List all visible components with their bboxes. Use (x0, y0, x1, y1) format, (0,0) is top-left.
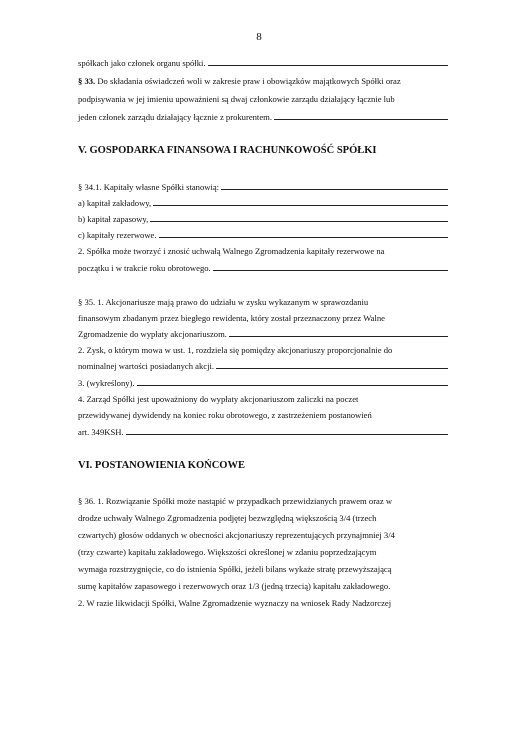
text-line (78, 359, 448, 373)
line-text: sumę kapitałów zapasowego i rezerwowych oraz 1/3 (jedną trzecią) kapitału zakładowego. (78, 581, 391, 591)
fill-rule (208, 65, 448, 66)
text-line (78, 110, 448, 124)
fill-rule (153, 205, 448, 206)
text-line (78, 545, 448, 559)
line-text: 4. Zarząd Spółki jest upoważniony do wypłaty akcjonariuszom zaliczki na poczet (78, 394, 359, 404)
paragraph-number: § 33. (78, 76, 96, 86)
text-line (78, 392, 448, 406)
text-line (78, 56, 448, 70)
line-text: spółkach jako członek organu spółki. (78, 58, 206, 68)
line-text: początku i w trakcie roku obrotowego. (78, 263, 211, 273)
text-line (78, 311, 448, 325)
fill-rule (150, 221, 448, 222)
text-line (78, 376, 448, 390)
fill-rule (216, 368, 448, 369)
text-line (78, 327, 448, 341)
line-text: § 35. 1. Akcjonariusze mają prawo do udziału w zysku wykazanym w sprawozdaniu (78, 297, 369, 307)
text-line (78, 562, 448, 576)
line-text: finansowym zbadanym przez biegłego rewidenta, który został przeznaczony przez Walne (78, 313, 385, 323)
line-text: przewidywanej dywidendy na koniec roku obrotowego, z zastrzeżeniem postanowień (78, 410, 372, 420)
section-heading-vi: VI. POSTANOWIENIA KOŃCOWE (78, 460, 245, 471)
text-line (78, 74, 448, 88)
line-text: Zgromadzenie do wypłaty akcjonariuszom. (78, 329, 227, 339)
fill-rule (159, 237, 449, 238)
text-line (78, 261, 448, 275)
text-line (78, 579, 448, 593)
line-text: nominalnej wartości posiadanych akcji. (78, 361, 215, 371)
line-text: drodze uchwały Walnego Zgromadzenia podjętej bezwzględną większością 3/4 (trzech (78, 513, 377, 523)
section-heading-v: V. GOSPODARKA FINANSOWA I RACHUNKOWOŚĆ SPÓŁKI (78, 145, 377, 156)
text-line (78, 408, 448, 422)
line-text: (trzy czwarte) kapitału zakładowego. Większości określonej w zdaniu poprzedzającym (78, 547, 377, 557)
line-text: § 36. 1. Rozwiązanie Spółki może nastąpić w przypadkach przewidzianych prawem oraz w (78, 496, 393, 506)
text-line (78, 244, 448, 258)
page-number: 8 (256, 31, 262, 43)
text-line (78, 295, 448, 309)
line-text: c) kapitały rezerwowe. (78, 230, 157, 240)
fill-rule (221, 189, 448, 190)
text-line (78, 528, 448, 542)
fill-rule (126, 434, 448, 435)
line-text: jeden członek zarządu działający łącznie z prokurentem. (78, 112, 272, 122)
line-text: § 34.1. Kapitały własne Spółki stanowią: (78, 182, 220, 192)
line-text: wymaga rozstrzygnięcie, co do istnienia Spółki, jeżeli bilans wykaże stratę przewyższającą (78, 564, 392, 574)
text-line (78, 196, 448, 210)
line-text: art. 349KSH. (78, 427, 124, 437)
line-text: 2. W razie likwidacji Spółki, Walne Zgromadzenie wyznaczy na wniosek Rady Nadzorczej (78, 598, 392, 608)
text-line (78, 92, 448, 106)
line-text: czwartych) głosów oddanych w obecności akcjonariuszy reprezentujących przynajmniej 3/4 (78, 530, 395, 540)
text-line (78, 228, 448, 242)
line-text: 2. Spółka może tworzyć i znosić uchwałą Walnego Zgromadzenia kapitały rezerwowe na (78, 246, 385, 256)
text-line (78, 343, 448, 357)
text-line (78, 596, 448, 610)
text-line (78, 511, 448, 525)
line-text: 2. Zysk, o którym mowa w ust. 1, rozdziela się pomiędzy akcjonariuszy proporcjonalnie do (78, 345, 393, 355)
line-text: a) kapitał zakładowy, (78, 198, 152, 208)
fill-rule (274, 119, 448, 120)
fill-rule (213, 270, 448, 271)
line-text: 3. (wykreślony). (78, 378, 135, 388)
text-line (78, 212, 448, 226)
text-line (78, 494, 448, 508)
line-text: podpisywania w jej imieniu upoważnieni są dwaj członkowie zarządu działający łącznie lub (78, 94, 395, 104)
line-text: § 33. Do składania oświadczeń woli w zakresie praw i obowiązków majątkowych Spółki oraz (78, 76, 401, 86)
line-text: b) kapitał zapasowy, (78, 214, 149, 224)
text-line (78, 425, 448, 439)
text-line (78, 180, 448, 194)
fill-rule (229, 336, 448, 337)
fill-rule (137, 385, 448, 386)
